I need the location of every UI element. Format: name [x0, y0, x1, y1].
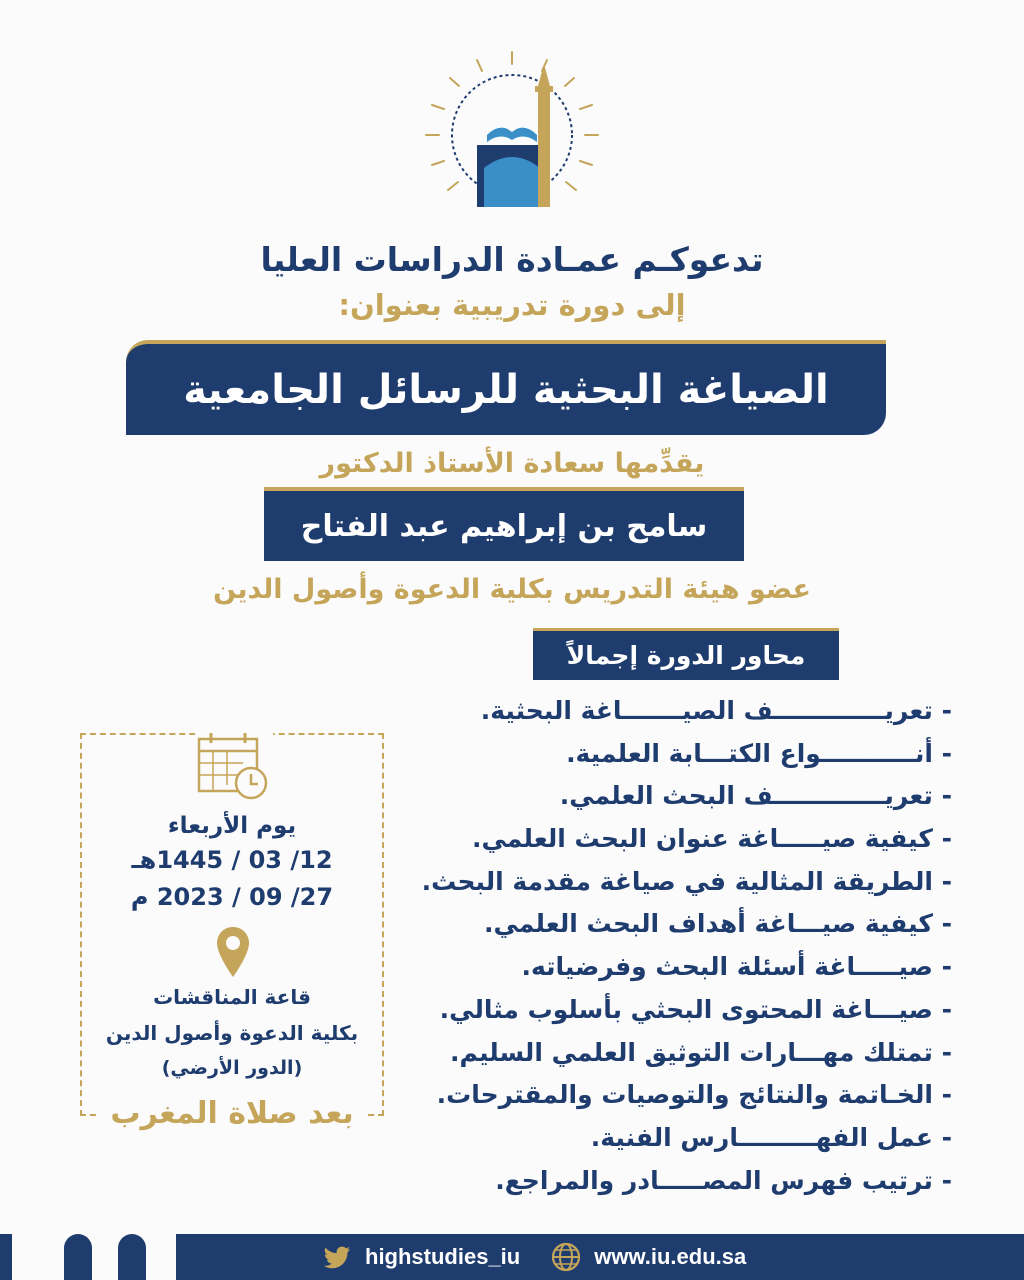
hijri-date: 12/ 03 / 1445هـ	[131, 846, 333, 874]
course-axes-heading-banner	[533, 628, 839, 680]
list-item: - ترتيب فهرس المصـــــادر والمراجع.	[495, 1165, 952, 1195]
location-floor: (الدور الأرضي)	[161, 1057, 303, 1079]
course-topics-list	[392, 690, 952, 1202]
footer-decor-bar	[118, 1234, 146, 1280]
twitter-handle[interactable]: highstudies_iu	[365, 1244, 521, 1269]
list-item: - صيـــــاغة أسئلة البحث وفرضياته.	[521, 952, 952, 982]
location-hall: قاعة المناقشات	[153, 985, 311, 1009]
list-item: - تعريـــــــــــــف الصيـــــــاغة البحثية.	[480, 696, 952, 725]
footer-decor	[0, 1234, 12, 1280]
university-logo	[422, 50, 602, 215]
list-item: - كيفية صيـــــاغة عنوان البحث العلمي.	[471, 824, 952, 854]
presenter-role: عضو هيئة التدريس بكلية الدعوة وأصول الدين	[213, 574, 811, 605]
event-day: يوم الأربعاء	[167, 813, 297, 839]
footer-bar	[176, 1234, 1024, 1280]
location-pin-icon	[215, 925, 251, 979]
list-item: - تمتلك مهـــارات التوثيق العلمي السليم.	[449, 1037, 952, 1067]
calendar-icon	[195, 729, 273, 803]
twitter-icon[interactable]	[321, 1241, 353, 1273]
list-item: - صيـــاغة المحتوى البحثي بأسلوب مثالي.	[439, 994, 952, 1024]
list-item: - تعريـــــــــــــف البحث العلمي.	[559, 781, 952, 811]
course-title: الصياغة البحثية للرسائل الجامعية	[183, 366, 829, 413]
gregorian-date: 27/ 09 / 2023 م	[130, 883, 334, 911]
presenter-name-banner	[264, 487, 744, 561]
list-item: - أنـــــــــــواع الكتـــابة العلمية.	[566, 738, 952, 768]
list-item: - الطريقة المثالية في صياغة مقدمة البحث.	[421, 866, 952, 896]
presenter-name: سامح بن إبراهيم عبد الفتاح	[300, 508, 708, 544]
globe-icon	[550, 1241, 582, 1273]
presenter-intro: يقدِّمها سعادة الأستاذ الدكتور	[319, 448, 705, 479]
event-time: بعد صلاة المغرب	[80, 1096, 384, 1131]
course-title-banner	[126, 340, 886, 435]
list-item: - كيفية صيـــاغة أهداف البحث العلمي.	[483, 909, 952, 939]
course-intro: إلى دورة تدريبية بعنوان:	[338, 288, 686, 322]
invitation-line: تدعوكـم عمـادة الدراسات العليا	[260, 240, 764, 279]
footer-decor-bar	[64, 1234, 92, 1280]
course-axes-heading: محاور الدورة إجمالاً	[566, 641, 806, 670]
website-link[interactable]: www.iu.edu.sa	[594, 1244, 747, 1269]
list-item: - الخـاتمة والنتائج والتوصيات والمقترحات.	[436, 1080, 952, 1110]
event-info-box	[80, 733, 384, 1116]
list-item: - عمل الفهـــــــــارس الفنية.	[590, 1122, 952, 1152]
location-college: بكلية الدعوة وأصول الدين	[105, 1021, 359, 1045]
